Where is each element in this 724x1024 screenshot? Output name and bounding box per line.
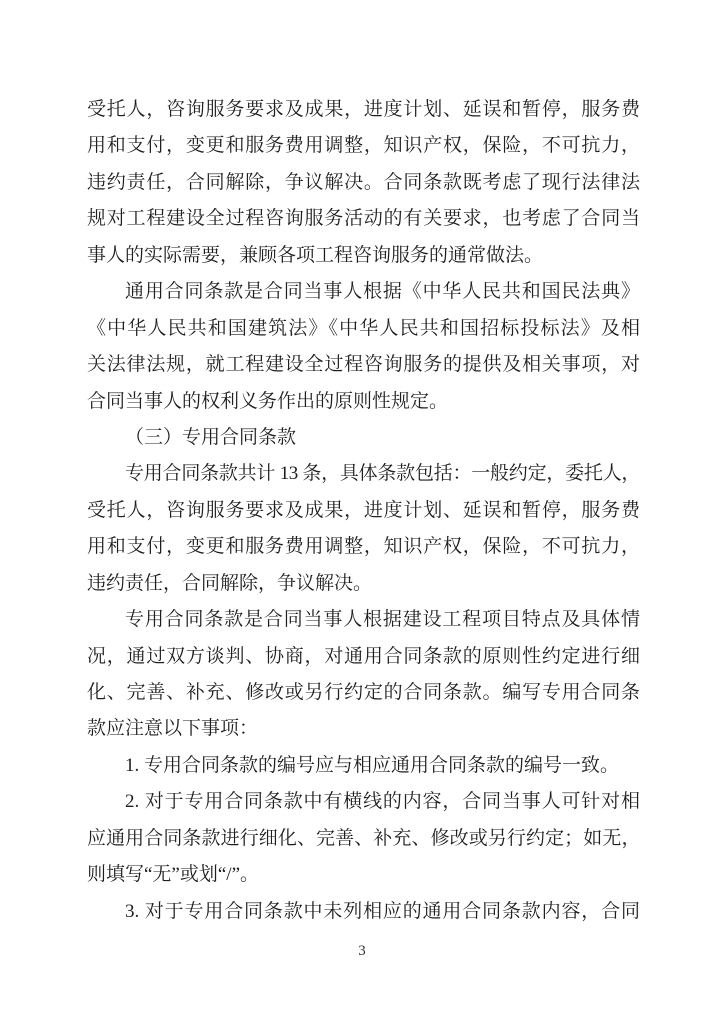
section-heading: （三）专用合同条款	[125, 426, 297, 448]
text-line: 关法律法规，就工程建设全过程咨询服务的提供及相关事项，对	[87, 354, 640, 376]
text-line: 事人的实际需要，兼顾各项工程咨询服务的通常做法。	[87, 244, 544, 266]
text-line: 用和支付，变更和服务费用调整，知识产权，保险，不可抗力，	[87, 135, 640, 157]
text-block	[87, 92, 640, 930]
text-line: 规对工程建设全过程咨询服务活动的有关要求，也考虑了合同当	[87, 208, 640, 230]
text-line: 况，通过双方谈判、协商，对通用合同条款的原则性约定进行细	[87, 645, 640, 667]
text-line: 则填写“无”或划“/”。	[87, 864, 260, 886]
paragraph	[87, 784, 640, 893]
text-line: 应通用合同条款进行细化、完善、补充、修改或另行约定；如无，	[87, 827, 640, 849]
text-line: 用和支付，变更和服务费用调整，知识产权，保险，不可抗力，	[87, 536, 640, 558]
paragraph	[87, 894, 640, 930]
text-line: 受托人，咨询服务要求及成果，进度计划、延误和暂停，服务费	[87, 499, 640, 521]
text-line: 款应注意以下事项：	[87, 718, 259, 740]
paragraph	[87, 92, 640, 274]
text-line: 专用合同条款是合同当事人根据建设工程项目特点及具体情	[125, 609, 640, 631]
paragraph	[87, 456, 640, 602]
paragraph	[87, 602, 640, 748]
text-line: 专用合同条款共计 13 条，具体条款包括：一般约定，委托人，	[125, 463, 640, 485]
text-line: 通用合同条款是合同当事人根据《中华人民共和国民法典》	[125, 281, 640, 303]
text-line: 违约责任，合同解除，争议解决。合同条款既考虑了现行法律法	[87, 171, 640, 193]
list-item: 3. 对于专用合同条款中未列相应的通用合同条款内容，合同	[125, 900, 640, 922]
text-line: 违约责任，合同解除，争议解决。	[87, 572, 373, 594]
page-number: 3	[358, 943, 366, 959]
paragraph	[87, 274, 640, 420]
text-line: 合同当事人的权利义务作出的原则性规定。	[87, 390, 449, 412]
text-line: 化、完善、补充、修改或另行约定的合同条款。编写专用合同条	[87, 682, 640, 703]
paragraph	[87, 420, 640, 456]
paragraph	[87, 748, 640, 784]
text-line: 《中华人民共和国建筑法》《中华人民共和国招标投标法》及相	[87, 317, 640, 339]
list-item: 2. 对于专用合同条款中有横线的内容，合同当事人可针对相	[125, 791, 640, 813]
text-line: 受托人，咨询服务要求及成果，进度计划、延误和暂停，服务费	[87, 99, 640, 120]
list-item: 1. 专用合同条款的编号应与相应通用合同条款的编号一致。	[125, 754, 620, 776]
